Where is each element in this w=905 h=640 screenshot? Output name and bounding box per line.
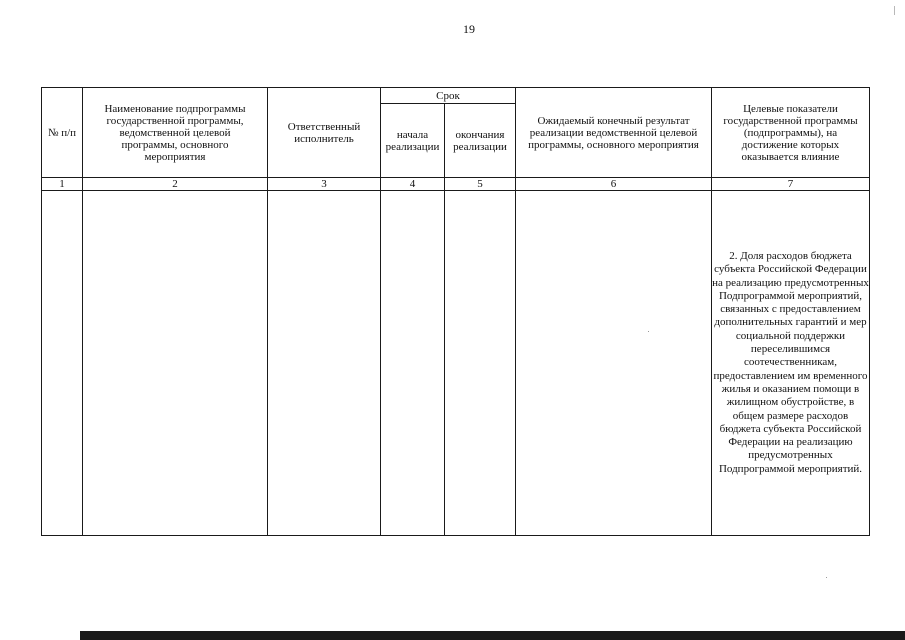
header-term-group bbox=[381, 88, 516, 104]
column-number-cell: 7 bbox=[712, 178, 870, 191]
row-result-cell bbox=[516, 191, 712, 536]
scan-speck bbox=[826, 577, 827, 578]
program-activities-table bbox=[41, 87, 870, 536]
column-number-cell: 1 bbox=[42, 178, 83, 191]
header-responsible-executor-text: Ответственный исполнитель bbox=[287, 120, 361, 145]
row-indicator-cell: 2. Доля расходов бюджета субъекта Российской Федерации на реализацию предусмотренных Подпрограммой мероприятий, связанных с предоставлением дополнительных гарантий и мер социальной поддержки переселившимся соотечественникам, предоставлением им временного жилья и оказанием помощи в жилищном обустройстве, в общем размере расходов бюджета субъекта Российской Федерации на реализацию предусмотренных Подпрограммой мероприятий. bbox=[712, 191, 870, 536]
row-number-cell bbox=[42, 191, 83, 536]
header-end-date-text: окончания реализации bbox=[453, 128, 507, 153]
row-end-cell bbox=[445, 191, 516, 536]
header-end-date bbox=[445, 104, 516, 178]
header-expected-result-text: Ожидаемый конечный результат реализации ведомственной целевой программы, основного мероприятия bbox=[528, 114, 699, 151]
table-row bbox=[42, 191, 870, 536]
header-row-top bbox=[42, 88, 870, 104]
column-number-cell: 6 bbox=[516, 178, 712, 191]
column-number-cell: 4 bbox=[381, 178, 445, 191]
column-number-row bbox=[42, 178, 870, 191]
row-start-cell bbox=[381, 191, 445, 536]
page-number: 19 bbox=[463, 22, 475, 36]
header-start-date-text: начала реализации bbox=[385, 128, 440, 153]
header-start-date bbox=[381, 104, 445, 178]
header-subprogram-name bbox=[83, 88, 268, 178]
scan-artifact-bottom-edge bbox=[80, 631, 905, 640]
column-number-cell: 5 bbox=[445, 178, 516, 191]
header-term-group-text: Срок bbox=[436, 89, 460, 102]
column-number-cell: 3 bbox=[268, 178, 381, 191]
header-number bbox=[42, 88, 83, 178]
header-subprogram-name-text: Наименование подпрограммы государственной программы, ведомственной целевой программы, основного мероприятия bbox=[104, 102, 246, 163]
scan-artifact-right-mark bbox=[894, 6, 895, 15]
row-subprogram-cell bbox=[83, 191, 268, 536]
header-target-indicators bbox=[712, 88, 870, 178]
header-target-indicators-text: Целевые показатели государственной программы (подпрограммы), на достижение которых оказывается влияние bbox=[723, 102, 858, 163]
column-number-cell: 2 bbox=[83, 178, 268, 191]
header-expected-result bbox=[516, 88, 712, 178]
header-number-text: № п/п bbox=[47, 126, 77, 139]
row-executor-cell bbox=[268, 191, 381, 536]
header-responsible-executor bbox=[268, 88, 381, 178]
